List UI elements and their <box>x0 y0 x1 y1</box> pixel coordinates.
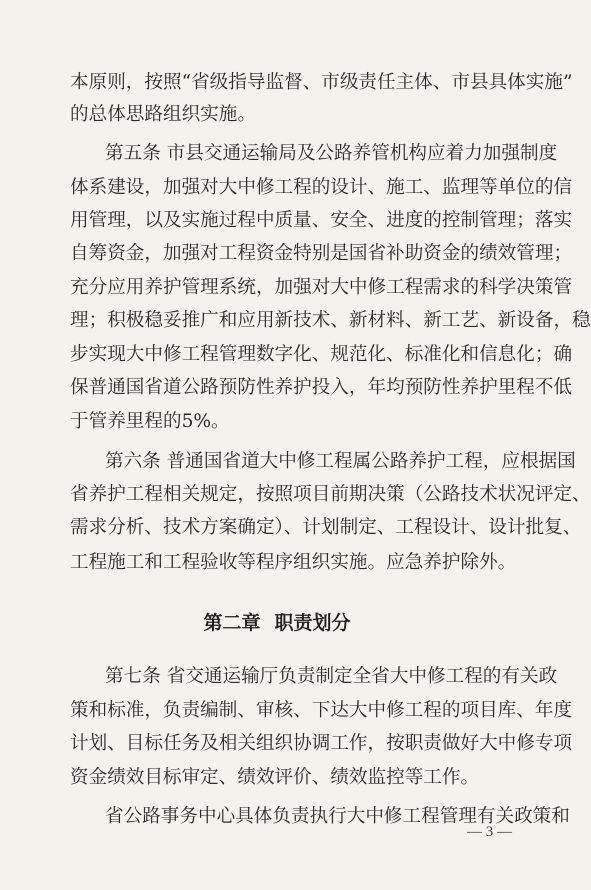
paragraph-line: 充分应用养护管理系统，加强对大中修工程需求的科学决策管 <box>70 277 573 298</box>
paragraph-line: 本原则，按照“省级指导监督、市级责任主体、市县具体实施” <box>70 72 573 93</box>
paragraph-line: 工程施工和工程验收等程序组织实施。应急养护除外。 <box>70 552 517 573</box>
article-6-first-line: 第六条 普通国省道大中修工程属公路养护工程，应根据国 <box>105 451 576 472</box>
paragraph-line: 的总体思路组织实施。 <box>70 104 256 125</box>
paragraph-line: 于管养里程的5%。 <box>70 411 230 432</box>
paragraph-line: 策和标准，负责编制、审核、下达大中修工程的项目库、年度 <box>70 700 573 721</box>
paragraph-line: 需求分析、技术方案确定）、计划制定、工程设计、设计批复、 <box>70 517 582 538</box>
paragraph-line: 用管理，以及实施过程中质量、安全、进度的控制管理；落实 <box>70 210 573 231</box>
paragraph-line: 步实现大中修工程管理数字化、规范化、标准化和信息化；确 <box>70 344 573 365</box>
paragraph-line: 体系建设，加强对大中修工程的设计、施工、监理等单位的信 <box>70 177 573 198</box>
paragraph-line: 省养护工程相关规定，按照项目前期决策（公路技术状况评定、 <box>70 484 591 505</box>
page-number: — 3 — <box>467 824 512 840</box>
paragraph-line: 计划、目标任务及相关组织协调工作，按职责做好大中修专项 <box>70 733 573 754</box>
chapter-title: 职责划分 <box>274 612 351 634</box>
article-5-first-line: 第五条 市县交通运输局及公路养管机构应着力加强制度 <box>105 143 558 164</box>
paragraph-line: 自筹资金，加强对工程资金特别是国省补助资金的绩效管理； <box>70 243 573 264</box>
paragraph-line: 资金绩效目标审定、绩效评价、绩效监控等工作。 <box>70 767 480 788</box>
chapter-number: 第二章 <box>203 612 261 634</box>
paragraph-line: 省公路事务中心具体负责执行大中修工程管理有关政策和 <box>105 806 570 827</box>
paragraph-line: 保普通国省道公路预防性养护投入，年均预防性养护里程不低 <box>70 377 573 398</box>
chapter-heading <box>0 611 554 635</box>
paragraph-line: 理；积极稳妥推广和应用新技术、新材料、新工艺、新设备，稳 <box>70 310 591 331</box>
article-7-first-line: 第七条 省交通运输厅负责制定全省大中修工程的有关政 <box>105 666 558 687</box>
